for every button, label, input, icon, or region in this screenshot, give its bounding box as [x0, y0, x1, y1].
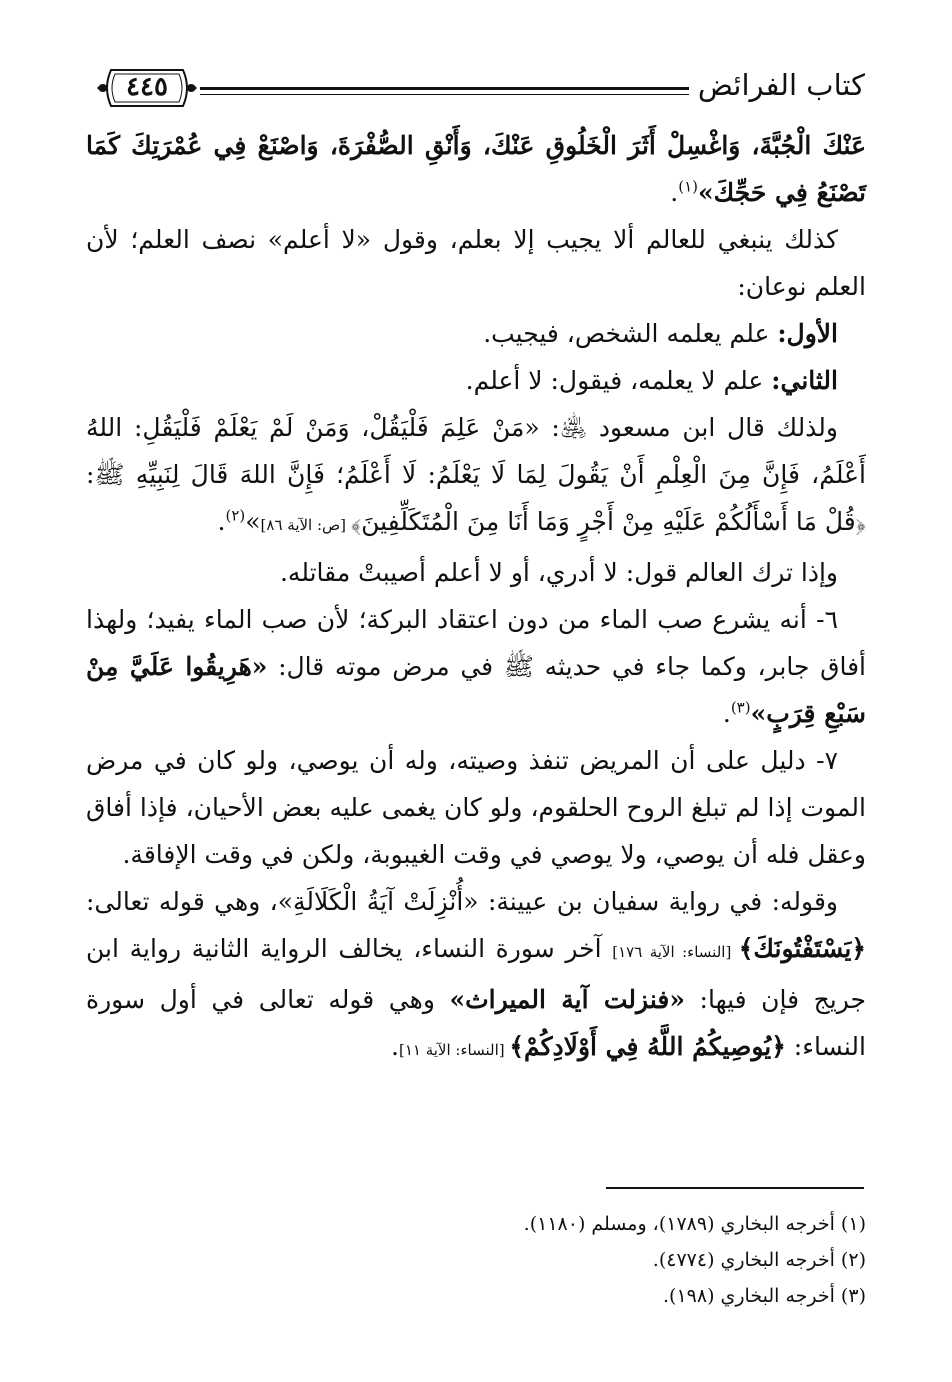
text-segment: الأول:: [777, 319, 838, 348]
header-rule-thin: [200, 94, 689, 95]
text-segment: عَنْكَ الْجُبَّةَ، وَاغْسِلْ أَثَرَ الْخَلُوقِ عَنْكَ، وَأَنْقِ الصُّفْرَةَ، وَاصْنَعْ فِي عُمْرَتِكَ كَمَا تَصْنَعُ فِي حَجِّكَ»: [86, 131, 866, 207]
footnotes: [86, 1206, 866, 1314]
footnote: (٣) أخرجه البخاري (١٩٨).: [662, 1285, 866, 1307]
paragraph: [86, 216, 866, 310]
text-segment: .: [670, 178, 679, 207]
text-segment: »: [245, 507, 261, 536]
text-segment: .: [722, 699, 731, 728]
main-text: [86, 122, 866, 1074]
footnote-ref: (٣): [730, 698, 751, 717]
footnote: (٢) أخرجه البخاري (٤٧٧٤).: [652, 1249, 866, 1271]
footnote-ref: (٢): [225, 506, 246, 525]
text-segment: ٦- أنه يشرع صب الماء من دون اعتقاد البركة؛ لأن صب الماء يفيد؛ ولهذا أفاق جابر، وكما جاء في حديثه ﷺ في مرض موته قال:: [86, 605, 866, 681]
page-number-ornament: [97, 66, 197, 110]
text-segment: [ص: الآية ٨٦]: [260, 516, 351, 534]
text-segment: آخر سورة النساء، يخالف الرواية الثانية رواية ابن جريج فإن فيها:: [86, 934, 866, 1014]
text-segment: كذلك ينبغي للعالم ألا يجيب إلا بعلم، وقول «لا أعلم» نصف العلم؛ لأن العلم نوعان:: [86, 225, 866, 301]
text-segment: .: [391, 1032, 399, 1061]
paragraph: [86, 122, 866, 216]
paragraph: [86, 310, 866, 357]
paragraph: [86, 737, 866, 878]
text-segment: علم لا يعلمه، فيقول: لا أعلم.: [465, 366, 772, 395]
text-segment: ﴿قُلْ مَا أَسْأَلُكُمْ عَلَيْهِ مِنْ أَجْرٍ وَمَا أَنَا مِنَ الْمُتَكَلِّفِينَ﴾: [350, 507, 866, 536]
paragraph: [86, 878, 866, 1074]
paragraph: [86, 549, 866, 596]
text-segment: الثاني:: [771, 366, 838, 395]
text-segment: [النساء: الآية ١٧٦]: [612, 943, 739, 961]
page-number: ٤٤٥: [126, 72, 168, 102]
text-segment: علم يعلمه الشخص، فيجيب.: [483, 319, 778, 348]
text-segment: ٧- دليل على أن المريض تنفذ وصيته، وله أن يوصي، ولو كان في مرض الموت إذا لم تبلغ الروح الحلقوم، ولو كان يغمى عليه بعض الأحيان، فإذا أفاق وعقل فله أن يوصي، ولا يوصي في وقت الغيبوبة، ولكن في وقت الإفاقة.: [86, 746, 866, 869]
footnote: (١) أخرجه البخاري (١٧٨٩)، ومسلم (١١٨٠).: [523, 1213, 866, 1235]
text-segment: ﴿يُوصِيكُمُ اللَّهُ فِي أَوْلَادِكُمْ﴾: [509, 1032, 786, 1061]
header-rule: [200, 87, 689, 90]
footnote-ref: (١): [678, 177, 699, 196]
paragraph: [86, 357, 866, 404]
text-segment: ﴿يَسْتَفْتُونَكَ﴾: [738, 934, 866, 963]
page-header: [95, 62, 865, 116]
footnote-separator: [606, 1187, 864, 1189]
text-segment: «فنزلت آية الميراث»: [449, 985, 685, 1014]
text-segment: وهي قوله تعالى في أول سورة النساء:: [86, 985, 866, 1061]
running-title: كتاب الفرائض: [697, 68, 865, 102]
text-segment: وقوله: في رواية سفيان بن عيينة: «أُنْزِلَتْ آيَةُ الْكَلَالَةِ»، وهي قوله تعالى:: [86, 887, 838, 916]
text-segment: [النساء: الآية ١١]: [398, 1041, 510, 1059]
paragraph: [86, 596, 866, 737]
text-segment: ولذلك قال ابن مسعود ﵁: «مَنْ عَلِمَ فَلْيَقُلْ، وَمَنْ لَمْ يَعْلَمْ فَلْيَقُلِ: اللهُ أَعْلَمُ، فَإِنَّ مِنَ الْعِلْمِ أَنْ يَقُولَ لِمَا لَا يَعْلَمُ: لَا أَعْلَمُ؛ فَإِنَّ اللهَ قَالَ لِنَبِيِّهِ ﷺ:: [86, 413, 866, 489]
text-segment: «هَرِيقُوا عَلَيَّ مِنْ سَبْعِ قِرَبٍ»: [86, 652, 866, 728]
paragraph: [86, 404, 866, 549]
text-segment: .: [217, 507, 226, 536]
text-segment: وإذا ترك العالم قول: لا أدري، أو لا أعلم أصيبتْ مقاتله.: [279, 558, 838, 587]
